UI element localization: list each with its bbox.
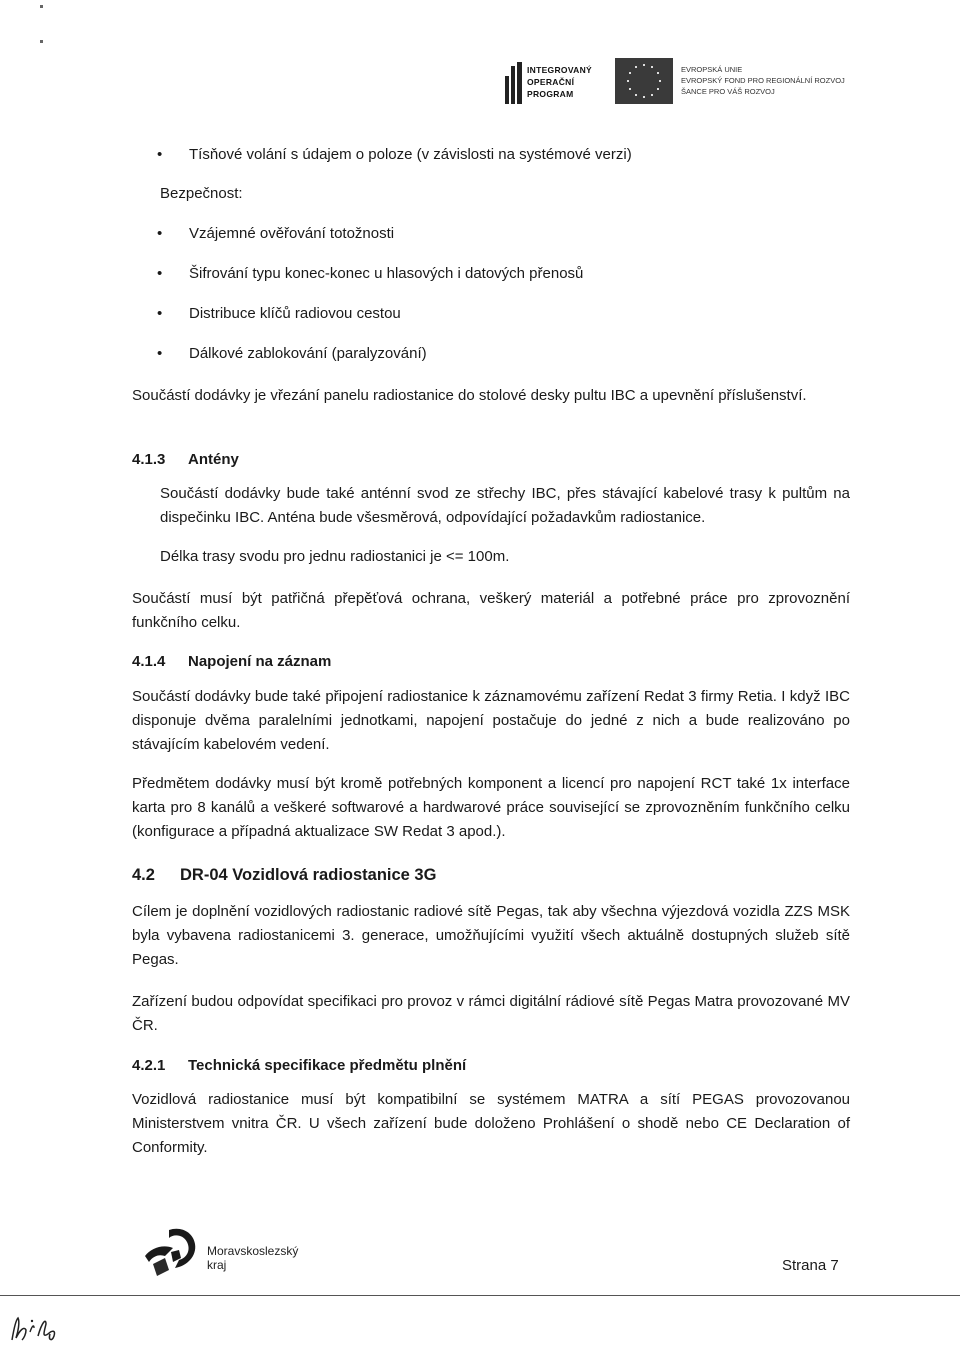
iop-logo-icon [505,62,523,104]
handwritten-signature-icon [8,1312,68,1346]
paragraph-recording-1: Součástí dodávky bude také připojení radiostanice k záznamovému zařízení Redat 3 firmy Retia. I když IBC disponuje dvěma paralelními jednotkami, napojení postačuje do jedné z nich a bude realizováno po stávajícím kabelovém vedení. [132,688,850,753]
eu-flag-icon [615,58,673,104]
paragraph-goal: Cílem je doplnění vozidlových radiostanic radiové sítě Pegas, tak aby všechna výjezdová vozidla ZZS MSK byla vybavena radiostanicemi 3. generace, umožňujícími využití všech aktuálně dostupných služeb sítě Pegas. [132,903,850,968]
paragraph-antenna-2: Délka trasy svodu pro jednu radiostanici je <= 100m. [160,548,510,565]
msk-region-logo [135,1222,315,1282]
iop-logo-text: INTEGROVANÝ OPERAČNÍ PROGRAM [527,65,593,99]
section-4-1-3-title: Antény [188,451,239,468]
msk-emblem-icon [135,1222,207,1282]
security-item: • Distribuce klíčů radiovou cestou [189,302,401,326]
footer-divider [0,1295,960,1296]
security-item: • Dálkové zablokování (paralyzování) [189,342,427,366]
paragraph-antenna-3: Součástí musí být patřičná přepěťová ochrana, veškerý materiál a potřebné práce pro zprovoznění funkčního celku. [132,590,850,631]
paragraph-recording-2: Předmětem dodávky musí být kromě potřebných komponent a licencí pro napojení RCT také 1x interface karta pro 8 kanálů a veškeré softwarové a hardwarové práce související se zprovozněním funkčního celku (konfigurace a případná aktualizace SW Redat 3 apod.). [132,775,850,840]
section-4-2-number: 4.2 [132,866,155,884]
paragraph-equipment: Zařízení budou odpovídat specifikaci pro provoz v rámci digitální rádiové sítě Pegas Matra provozované MV ČR. [132,993,850,1034]
bullet-emergency-call: • Tísňové volání s údajem o poloze (v závislosti na systémové verzi) [189,143,632,167]
security-item: • Šifrování typu konec-konec u hlasových i datových přenosů [189,262,583,286]
scan-mark [40,40,43,43]
paragraph-mount: Součástí dodávky je vřezání panelu radiostanice do stolové desky pultu IBC a upevnění příslušenství. [132,387,807,404]
section-4-2-1-title: Technická specifikace předmětu plnění [188,1057,467,1074]
section-4-1-4-number: 4.1.4 [132,653,166,670]
paragraph-antenna-1: Součástí dodávky bude také anténní svod ze střechy IBC, přes stávající kabelové trasy k pultům na dispečinku IBC. Anténa bude všesměrová, odpovídající požadavkům radiostanice. [160,485,850,526]
scan-mark [40,5,43,8]
section-4-2-1-number: 4.2.1 [132,1057,166,1074]
paragraph-specification: Vozidlová radiostanice musí být kompatibilní se systémem MATRA a sítí PEGAS provozovanou Ministerstvem vnitra ČR. U všech zařízení bude doloženo Prohlášení o shodě nebo CE Declaration of Conformity. [132,1091,850,1156]
msk-logo-text: Moravskoslezský kraj [207,1244,299,1272]
page-number: Strana 7 [782,1257,839,1274]
header-logos [495,58,865,108]
eu-logo-text: EVROPSKÁ UNIE EVROPSKÝ FOND PRO REGIONÁLNÍ ROZVOJ ŠANCE PRO VÁŠ ROZVOJ [681,65,845,96]
section-4-1-4-title: Napojení na záznam [188,653,332,670]
security-label: Bezpečnost: [160,185,243,202]
section-4-2-title: DR-04 Vozidlová radiostanice 3G [180,866,437,884]
section-4-1-3-number: 4.1.3 [132,451,166,468]
security-item: • Vzájemné ověřování totožnosti [189,222,394,246]
